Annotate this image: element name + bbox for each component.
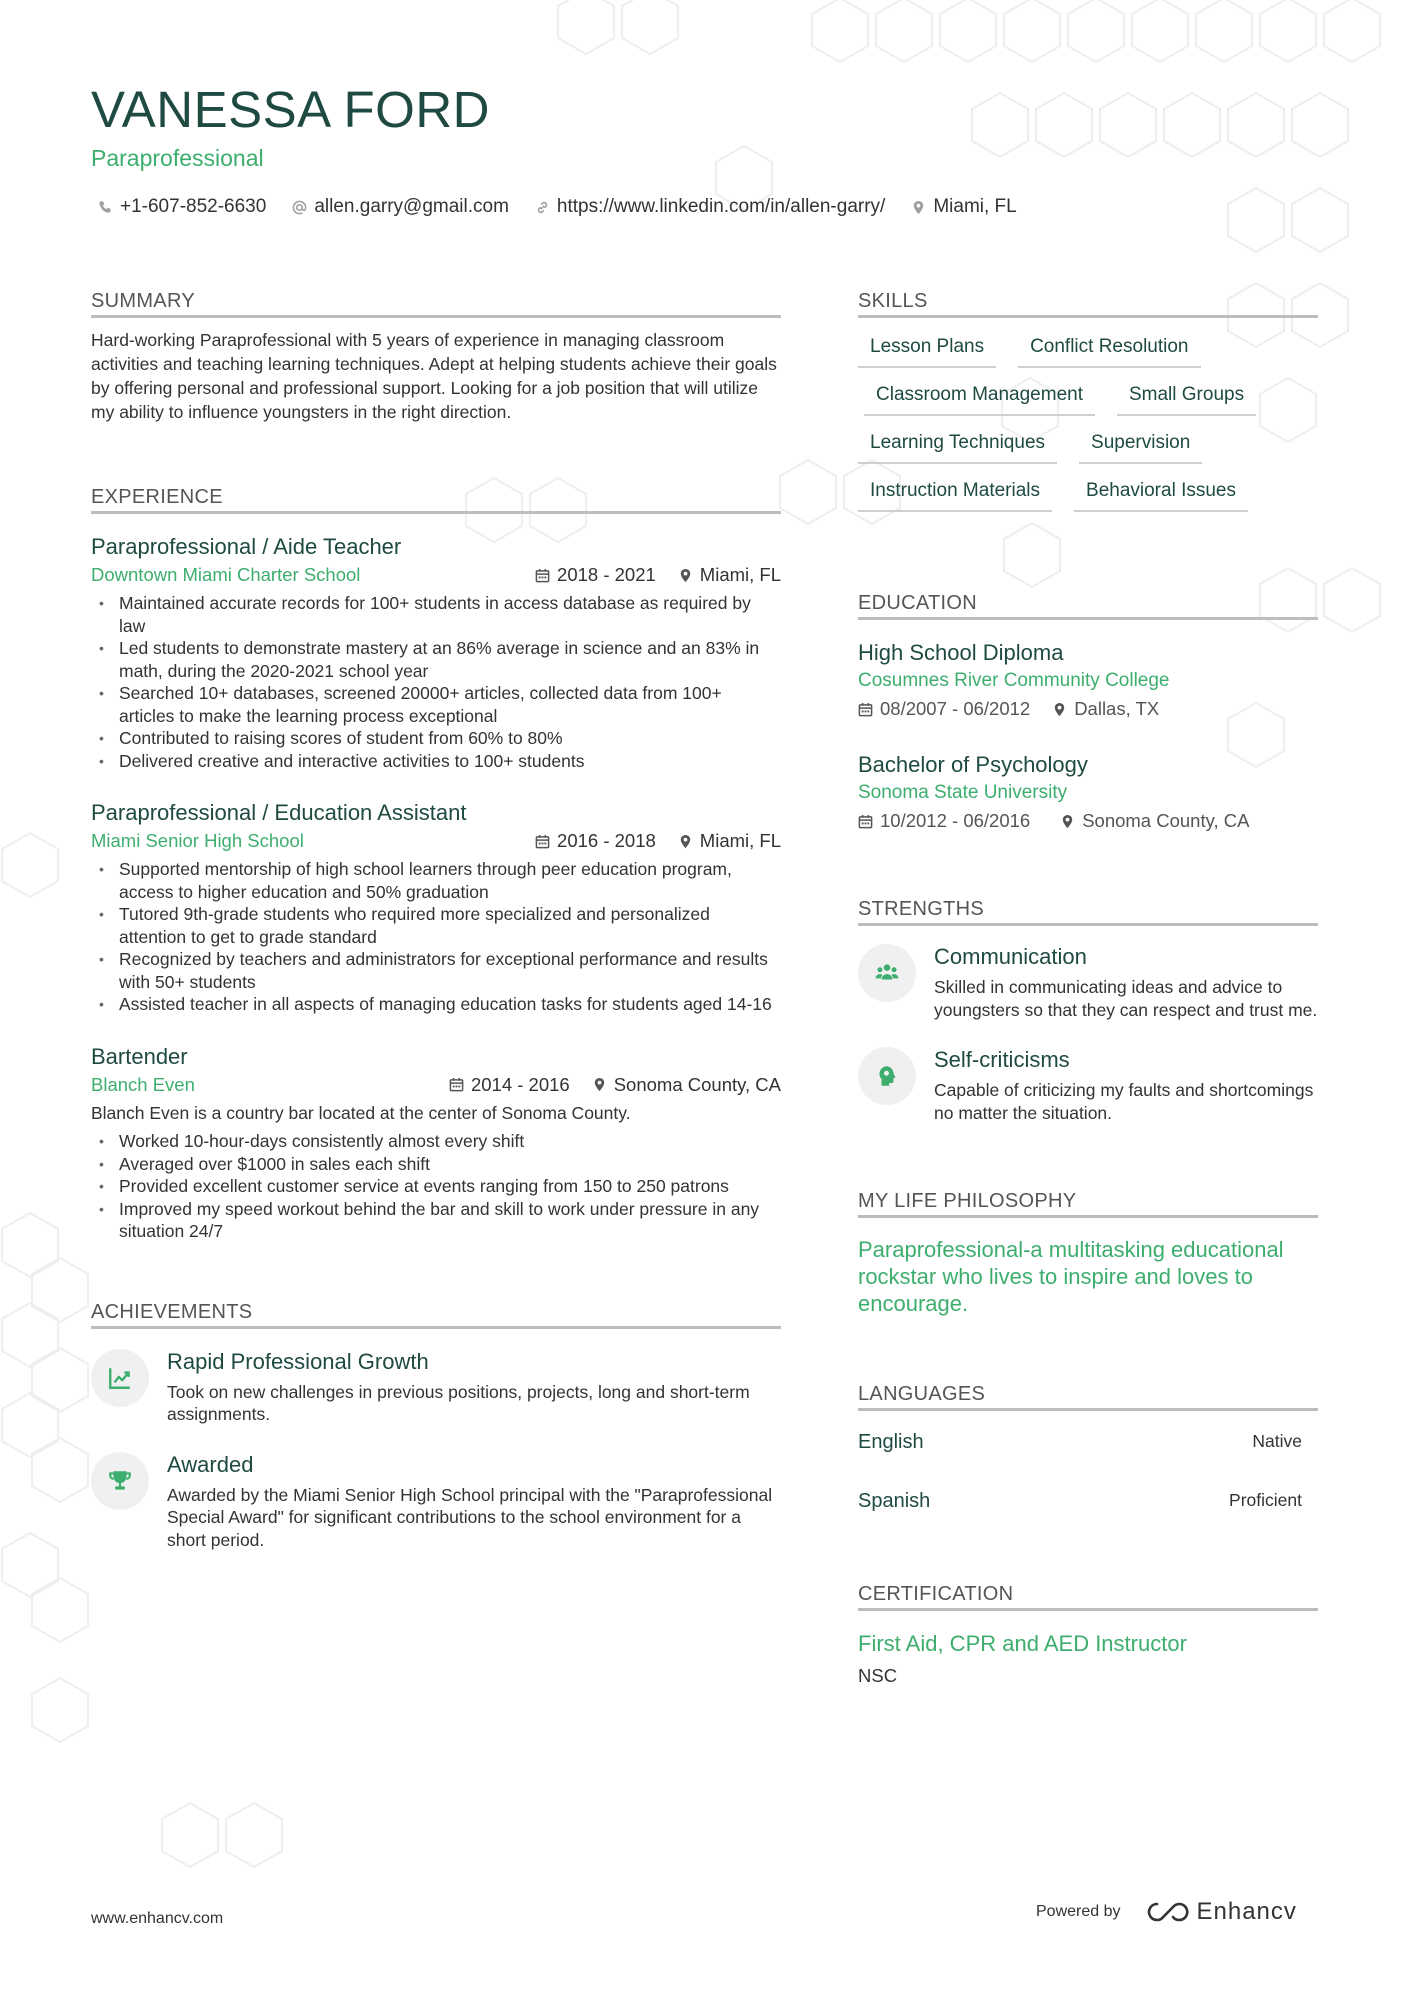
calendar-icon <box>535 834 550 849</box>
skill-tag: Instruction Materials <box>858 480 1052 512</box>
philosophy-section <box>858 1190 1318 1317</box>
skill-tag: Learning Techniques <box>858 432 1057 464</box>
education-entry <box>858 752 1318 832</box>
footer-branding <box>1036 1898 1297 1926</box>
education-degree: Bachelor of Psychology <box>858 752 1088 777</box>
at-icon <box>292 200 307 215</box>
education-heading: EDUCATION <box>858 592 1318 620</box>
achievement-icon-badge <box>91 1349 149 1407</box>
certification-heading: CERTIFICATION <box>858 1583 1318 1611</box>
location-icon <box>678 834 693 849</box>
skill-tag: Conflict Resolution <box>1018 336 1200 368</box>
job-dates <box>449 1074 570 1096</box>
job-location-text: Sonoma County, CA <box>613 1073 781 1095</box>
philosophy-quote: Paraprofessional-a multitasking educational rockstar who lives to inspire and loves to encourage. <box>858 1237 1284 1316</box>
calendar-icon <box>858 702 873 717</box>
job-dates-text: 2016 - 2018 <box>557 830 656 851</box>
enhancv-logo-icon <box>1143 1900 1189 1924</box>
education-entry <box>858 640 1318 720</box>
philosophy-heading: MY LIFE PHILOSOPHY <box>858 1190 1318 1218</box>
bullet-item: • Contributed to raising scores of student from 60% to 80% <box>91 727 781 750</box>
job-location <box>592 1074 781 1096</box>
achievement-body <box>167 1452 781 1552</box>
strength-icon-badge <box>858 944 916 1002</box>
powered-by-label: Powered by <box>1036 1903 1121 1920</box>
bullet-item: • Supported mentorship of high school learners through peer education program, access to higher education and 50% graduation <box>91 858 781 903</box>
location-icon <box>592 1077 607 1092</box>
location-icon <box>1060 814 1075 829</box>
candidate-name: VANESSA FORD <box>91 81 490 138</box>
skill-tag: Classroom Management <box>864 384 1095 416</box>
achievement-item <box>91 1349 781 1426</box>
job-location-text: Miami, FL <box>699 564 781 585</box>
job-meta-row <box>91 1074 781 1096</box>
education-school: Sonoma State University <box>858 782 1068 803</box>
job-meta-row <box>91 830 781 852</box>
summary-section <box>91 290 781 424</box>
bullet-item: • Improved my speed workout behind the bar and skill to work under pressure in any situation 24/7 <box>91 1198 781 1243</box>
trophy-icon <box>107 1468 133 1494</box>
contact-phone[interactable] <box>98 196 266 218</box>
left-column <box>91 290 781 1551</box>
strength-desc: Capable of criticizing my faults and shortcomings no matter the situation. <box>934 1080 1314 1123</box>
education-location <box>1052 698 1159 720</box>
job-bullets <box>91 592 781 772</box>
education-meta <box>858 698 1318 720</box>
language-level: Proficient <box>1229 1490 1302 1510</box>
education-school: Cosumnes River Community College <box>858 670 1170 691</box>
achievement-desc: Awarded by the Miami Senior High School principal with the "Paraprofessional Special Award" for significant contributions to the school environment for a short period. <box>167 1484 773 1550</box>
education-dates-text: 08/2007 - 06/2012 <box>880 698 1031 719</box>
right-column <box>858 290 1318 1687</box>
job-role: Paraprofessional / Education Assistant <box>91 800 467 825</box>
strength-desc: Skilled in communicating ideas and advice to youngsters so that they can respect and trust me. <box>934 977 1318 1020</box>
language-level: Native <box>1252 1431 1302 1451</box>
bullet-item: • Maintained accurate records for 100+ students in access database as required by law <box>91 592 781 637</box>
achievement-icon-badge <box>91 1452 149 1510</box>
users-icon <box>874 960 900 986</box>
achievements-heading: ACHIEVEMENTS <box>91 1301 781 1329</box>
calendar-icon <box>449 1077 464 1092</box>
summary-text: Hard-working Paraprofessional with 5 years of experience in managing classroom activities and teaching learning techniques. Adept at helping students achieve their goals by offering personal and professional support. Looking for a job position that will utilize my ability to influence youngsters in the right direction. <box>91 330 777 422</box>
job-company: Downtown Miami Charter School <box>91 564 361 585</box>
phone-icon <box>98 200 113 215</box>
location-icon <box>911 200 926 215</box>
skills-section <box>858 290 1318 512</box>
job-meta-row <box>91 564 781 586</box>
strengths-heading: STRENGTHS <box>858 898 1318 926</box>
skills-heading: SKILLS <box>858 290 1318 318</box>
chart-line-icon <box>107 1365 133 1391</box>
contact-phone-text: +1-607-852-6630 <box>120 196 267 217</box>
brand-logo[interactable] <box>1143 1898 1297 1926</box>
link-icon <box>535 200 550 215</box>
job-role: Bartender <box>91 1043 188 1069</box>
experience-heading: EXPERIENCE <box>91 486 781 514</box>
job-entry <box>91 800 781 1016</box>
bullet-item: • Delivered creative and interactive activities to 100+ students <box>91 750 781 773</box>
job-meta <box>535 830 781 852</box>
bullet-item: • Tutored 9th-grade students who required more specialized and personalized attention to get to grade standard <box>91 903 781 948</box>
skill-tag: Lesson Plans <box>858 336 996 368</box>
job-dates <box>535 564 656 586</box>
job-company: Miami Senior High School <box>91 830 304 851</box>
strengths-section <box>858 898 1318 1124</box>
brand-name: Enhancv <box>1196 1898 1297 1925</box>
candidate-title: Paraprofessional <box>91 145 264 171</box>
strength-item <box>858 944 1318 1021</box>
skills-list <box>858 336 1318 512</box>
strength-icon-badge <box>858 1047 916 1105</box>
contact-email[interactable] <box>292 196 509 218</box>
contact-linkedin-text: https://www.linkedin.com/in/allen-garry/ <box>556 196 886 217</box>
bullet-item: • Averaged over $1000 in sales each shift <box>91 1153 781 1176</box>
job-meta <box>535 564 781 586</box>
language-name: Spanish <box>858 1490 931 1512</box>
bullet-item: • Recognized by teachers and administrators for exceptional performance and results with 50+ students <box>91 948 781 993</box>
location-icon <box>1052 702 1067 717</box>
achievement-title: Awarded <box>167 1451 254 1477</box>
job-dates-text: 2018 - 2021 <box>557 564 656 585</box>
job-bullets <box>91 1130 781 1243</box>
job-location <box>678 564 781 586</box>
skill-tag: Supervision <box>1079 432 1202 464</box>
education-dates <box>858 810 1030 832</box>
job-meta <box>449 1074 781 1096</box>
calendar-icon <box>858 814 873 829</box>
job-dates <box>535 830 656 852</box>
education-meta <box>858 810 1318 832</box>
achievement-desc: Took on new challenges in previous positions, projects, long and short-term assignments. <box>167 1381 750 1424</box>
bullet-item: • Provided excellent customer service at events ranging from 150 to 250 patrons <box>91 1175 781 1198</box>
language-name: English <box>858 1431 924 1453</box>
head-brain-icon <box>874 1063 900 1089</box>
job-bullets <box>91 858 781 1016</box>
skill-tag: Small Groups <box>1117 384 1256 416</box>
achievement-body <box>167 1349 781 1426</box>
job-location-text: Miami, FL <box>699 830 781 851</box>
education-dates-text: 10/2012 - 06/2016 <box>880 810 1031 831</box>
certification-section <box>858 1583 1318 1687</box>
contact-linkedin[interactable] <box>535 196 885 218</box>
footer-website[interactable]: www.enhancv.com <box>91 1910 224 1927</box>
language-row <box>858 1431 1318 1454</box>
job-role: Paraprofessional / Aide Teacher <box>91 534 402 559</box>
job-entry <box>91 1044 781 1243</box>
bullet-item: • Assisted teacher in all aspects of managing education tasks for students aged 14-16 <box>91 993 781 1016</box>
achievement-item <box>91 1452 781 1552</box>
achievement-title: Rapid Professional Growth <box>167 1348 429 1374</box>
job-description: Blanch Even is a country bar located at the center of Sonoma County. <box>91 1102 631 1123</box>
languages-section <box>858 1383 1318 1513</box>
skill-tag: Behavioral Issues <box>1074 480 1248 512</box>
strength-item <box>858 1047 1318 1124</box>
education-location-text: Sonoma County, CA <box>1082 810 1250 831</box>
bullet-item: • Worked 10-hour-days consistently almost every shift <box>91 1130 781 1153</box>
languages-heading: LANGUAGES <box>858 1383 1318 1411</box>
education-degree: High School Diploma <box>858 640 1064 665</box>
calendar-icon <box>535 568 550 583</box>
strength-title: Self-criticisms <box>934 1047 1070 1072</box>
certification-org: NSC <box>858 1665 898 1686</box>
bullet-item: • Led students to demonstrate mastery at an 86% average in science and an 83% in math, during the 2020-2021 school year <box>91 637 781 682</box>
education-dates <box>858 698 1030 720</box>
experience-section <box>91 486 781 1243</box>
language-row <box>858 1490 1318 1513</box>
contact-location-text: Miami, FL <box>933 196 1017 217</box>
job-dates-text: 2014 - 2016 <box>470 1073 570 1095</box>
contact-location <box>911 196 1016 218</box>
contact-email-text: allen.garry@gmail.com <box>314 196 509 217</box>
education-location <box>1060 810 1249 832</box>
strength-title: Communication <box>934 944 1087 969</box>
strength-body <box>934 944 1318 1021</box>
education-location-text: Dallas, TX <box>1074 698 1160 719</box>
job-location <box>678 830 781 852</box>
achievements-section <box>91 1301 781 1552</box>
bullet-item: • Searched 10+ databases, screened 20000+ articles, collected data from 100+ articles to make the learning process exceptional <box>91 682 781 727</box>
certification-name: First Aid, CPR and AED Instructor <box>858 1631 1187 1656</box>
contact-bar <box>98 196 1017 218</box>
education-section <box>858 592 1318 832</box>
job-entry <box>91 534 781 772</box>
summary-heading: SUMMARY <box>91 290 781 318</box>
job-company: Blanch Even <box>91 1073 195 1095</box>
strength-body <box>934 1047 1318 1124</box>
location-icon <box>678 568 693 583</box>
